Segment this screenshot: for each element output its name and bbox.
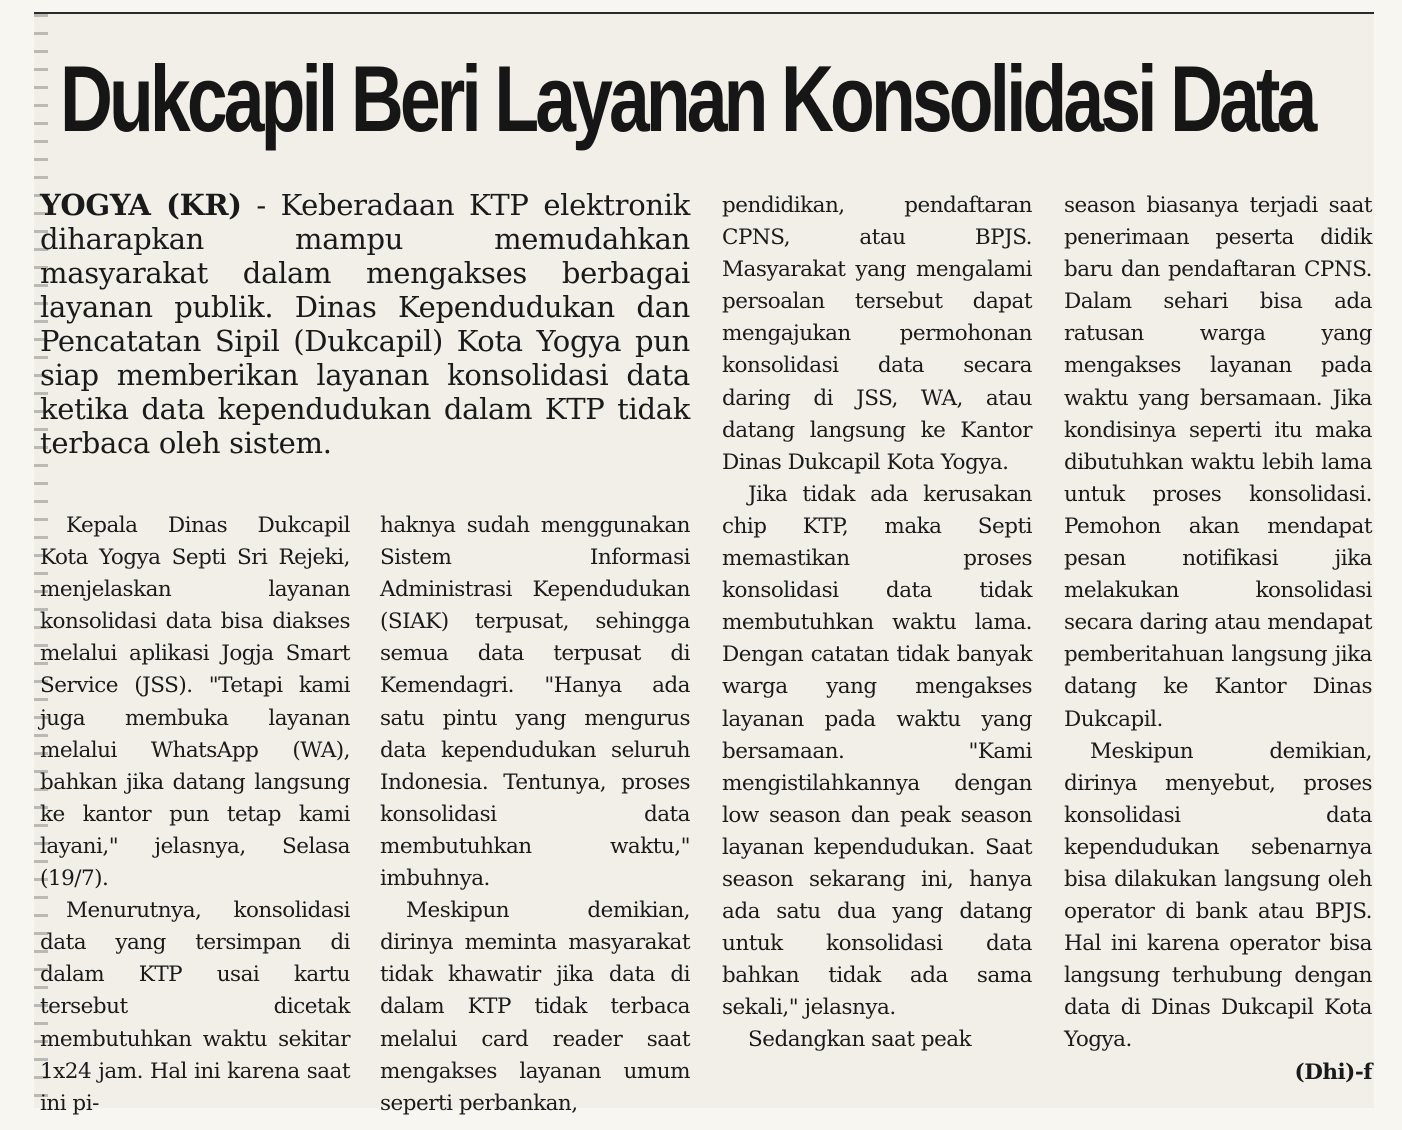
article-column-4 bbox=[1064, 190, 1372, 1089]
paragraph: Meskipun demikian, dirinya menyebut, proses konsolidasi data kependudukan sebenarnya bisa dilakukan langsung oleh operator di bank atau BPJS. Hal ini karena operator bisa langsung terhubung dengan data di Dinas Dukcapil Kota Yogya. bbox=[1064, 738, 1372, 1053]
paragraph: Meskipun demikian, dirinya meminta masyarakat tidak khawatir jika data di dalam KTP tidak terbaca melalui card reader saat mengakses layanan umum seperti perbankan, bbox=[380, 898, 690, 1116]
paragraph: Kepala Dinas Dukcapil Kota Yogya Septi Sri Rejeki, menjelaskan layanan konsolidasi data bisa diakses melalui aplikasi Jogja Smart Service (JSS). "Tetapi kami juga membuka layanan melalui WhatsApp (WA), bahkan jika datang langsung ke kantor pun tetap kami layani," jelasnya, Selasa (19/7). bbox=[40, 513, 350, 892]
paragraph: haknya sudah menggunakan Sistem Informasi Administrasi Kependudukan (SIAK) terpusat, sehingga semua data terpusat di Kemendagri. "Hanya ada satu pintu yang mengurus data kependudukan seluruh Indonesia. Tentunya, proses konsolidasi data membutuhkan waktu," imbuhnya. bbox=[380, 513, 690, 892]
paragraph: Menurutnya, konsolidasi data yang tersimpan di dalam KTP usai kartu tersebut dicetak membutuhkan waktu sekitar 1x24 jam. Hal ini karena saat ini pi- bbox=[40, 898, 350, 1116]
paragraph: Jika tidak ada kerusakan chip KTP, maka Septi memastikan proses konsolidasi data tidak membutuhkan waktu lama. Dengan catatan tidak banyak warga yang mengakses layanan pada waktu yang bersamaan. "Kami mengistilahkannya dengan low season dan peak season layanan kependudukan. Saat season sekarang ini, hanya ada satu dua yang datang untuk konsolidasi data bahkan tidak ada sama sekali," jelasnya. bbox=[722, 481, 1032, 1021]
article-lead bbox=[40, 188, 690, 460]
dateline: YOGYA (KR) bbox=[40, 188, 242, 222]
paragraph: pendidikan, pendaftaran CPNS, atau BPJS. Masyarakat yang mengalami persoalan tersebut dapat mengajukan permohonan konsolidasi data secara daring di JSS, WA, atau datang langsung ke Kantor Dinas Dukcapil Kota Yogya. bbox=[722, 193, 1032, 475]
article-headline: Dukcapil Beri Layanan Konsolidasi Data bbox=[60, 46, 1314, 151]
article-column-3 bbox=[722, 190, 1032, 1057]
paragraph: Sedangkan saat peak bbox=[748, 1027, 972, 1053]
article-column-2 bbox=[380, 510, 690, 1120]
article-column-1 bbox=[40, 510, 350, 1120]
byline: (Dhi)-f bbox=[1294, 1059, 1372, 1085]
lead-text: - Keberadaan KTP elektronik diharapkan mampu memudahkan masyarakat dalam mengakses berbagai layanan publik. Dinas Kependudukan dan Pencatatan Sipil (Dukcapil) Kota Yogya pun siap memberikan layanan konsolidasi data ketika data kependudukan dalam KTP tidak terbaca oleh sistem. bbox=[40, 188, 690, 460]
paragraph: season biasanya terjadi saat penerimaan peserta didik baru dan pendaftaran CPNS. Dalam sehari bisa ada ratusan warga yang mengakses layanan pada waktu yang bersamaan. Jika kondisinya seperti itu maka dibutuhkan waktu lebih lama untuk proses konsolidasi. Pemohon akan mendapat pesan notifikasi jika melakukan konsolidasi secara daring atau mendapat pemberitahuan langsung jika datang ke Kantor Dinas Dukcapil. bbox=[1064, 193, 1372, 732]
